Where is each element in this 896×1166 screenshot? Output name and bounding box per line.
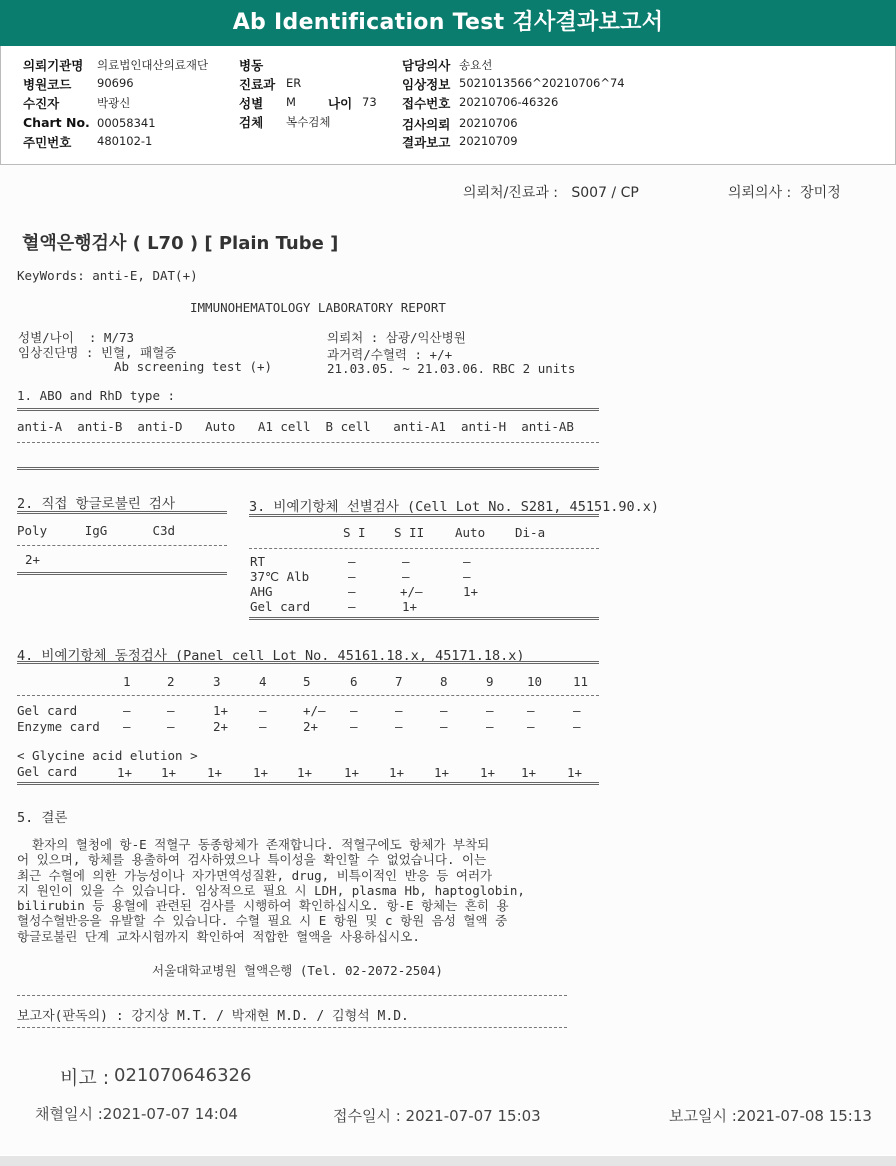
panel-cell: – — [259, 719, 267, 734]
value-hospital-code: 90696 — [97, 76, 134, 90]
panel-cell: – — [350, 719, 358, 734]
screen-cell: – — [402, 569, 410, 584]
screen-header-s2: S II — [394, 525, 425, 540]
screen-cell: 1+ — [402, 599, 418, 614]
collected-datetime: 채혈일시 :2021-07-07 14:04 — [35, 1105, 238, 1123]
label-test-request: 검사의뢰 — [402, 117, 451, 132]
reporters: 보고자(판독의) : 강지상 M.T. / 박재현 M.D. / 김형석 M.D. — [17, 1009, 409, 1024]
referring-hospital: 의뢰처 : 삼광/익산병원 — [327, 330, 466, 345]
lab-report-title: IMMUNOHEMATOLOGY LABORATORY REPORT — [190, 300, 446, 315]
screen-row-label: Gel card — [250, 599, 311, 614]
elution-cell: 1+ — [253, 765, 269, 780]
value-resident-no: 480102-1 — [97, 134, 153, 148]
panel-row-label: Gel card — [17, 703, 78, 718]
label-accession-no: 접수번호 — [402, 96, 451, 111]
screen-row-label: 37℃ Alb — [250, 569, 310, 584]
value-age: 73 — [362, 95, 377, 109]
conclusion-text — [17, 837, 525, 944]
panel-column-header: 8 — [440, 674, 448, 689]
label-age: 나이 — [328, 96, 353, 111]
elution-cell: 1+ — [567, 765, 583, 780]
elution-cell: 1+ — [389, 765, 405, 780]
value-result-report: 20210709 — [459, 134, 518, 148]
panel-column-header: 3 — [213, 674, 221, 689]
panel-column-header: 10 — [527, 674, 543, 689]
divider — [249, 617, 599, 620]
value-specimen: 복수검체 — [286, 115, 331, 129]
label-department: 진료과 — [239, 77, 276, 92]
test-title: 혈액은행검사 ( L70 ) [ Plain Tube ] — [22, 233, 339, 254]
value-department: ER — [286, 76, 302, 90]
panel-column-header: 1 — [123, 674, 131, 689]
panel-cell: – — [527, 703, 535, 718]
ab-screening-result: Ab screening test (+) — [114, 359, 273, 374]
value-clinical-info: 5021013566^20210706^74 — [459, 76, 625, 90]
report-body — [0, 165, 896, 1155]
value-sex: M — [286, 95, 296, 109]
divider — [17, 545, 227, 546]
screening-section-title: 3. 비예기항체 선별검사 (Cell Lot No. S281, 45151.90.x) — [249, 499, 659, 515]
label-patient-name: 수진자 — [23, 96, 60, 111]
label-clinical-info: 임상정보 — [402, 77, 451, 92]
panel-cell: 2+ — [303, 719, 319, 734]
panel-column-header: 2 — [167, 674, 175, 689]
screen-cell: – — [463, 569, 471, 584]
value-requesting-institution: 의료법인대산의료재단 — [97, 58, 209, 72]
panel-cell: – — [573, 719, 581, 734]
panel-cell: – — [486, 703, 494, 718]
screen-cell: +/– — [400, 584, 423, 599]
panel-cell: – — [259, 703, 267, 718]
divider — [249, 548, 599, 549]
label-requesting-institution: 의뢰기관명 — [23, 58, 84, 73]
panel-column-header: 9 — [486, 674, 494, 689]
elution-cell: 1+ — [521, 765, 537, 780]
divider — [17, 467, 599, 470]
panel-column-header: 7 — [395, 674, 403, 689]
screen-cell: – — [348, 584, 356, 599]
value-accession-no: 20210706-46326 — [459, 95, 559, 109]
panel-cell: +/– — [303, 703, 326, 718]
abo-column-headers: anti-A anti-B anti-D Auto A1 cell B cell anti-A1 anti-H anti-AB — [17, 419, 574, 434]
transfusion-history: 과거력/수혈력 : +/+ — [327, 347, 453, 362]
divider — [17, 695, 599, 696]
conclusion-line: 항글로불린 단계 교차시험까지 확인하여 적합한 혈액을 사용하십시오. — [17, 928, 420, 944]
divider — [17, 408, 599, 411]
screen-header-dia: Di-a — [515, 525, 546, 540]
screen-header-s1: S I — [343, 525, 366, 540]
reported-datetime: 보고일시 :2021-07-08 15:13 — [669, 1107, 872, 1125]
elution-row-label: Gel card — [17, 764, 78, 779]
value-attending-doctor: 송요선 — [459, 58, 493, 72]
transfusion-detail: 21.03.05. ~ 21.03.06. RBC 2 units — [327, 361, 576, 376]
referrer-department: 의뢰처/진료과 : S007 / CP — [463, 185, 639, 201]
panel-cell: – — [486, 719, 494, 734]
divider — [17, 1027, 567, 1028]
referring-doctor: 의뢰의사 : 장미정 — [728, 185, 841, 201]
label-sex: 성별 — [239, 96, 264, 111]
remark-value: 021070646326 — [114, 1065, 252, 1086]
panel-cell: – — [167, 703, 175, 718]
screen-cell: – — [348, 599, 356, 614]
received-datetime: 접수일시 : 2021-07-07 15:03 — [333, 1107, 541, 1125]
keywords: KeyWords: anti-E, DAT(+) — [17, 268, 198, 283]
dat-section-title: 2. 직접 항글로불린 검사 — [17, 496, 176, 512]
screen-cell: – — [463, 554, 471, 569]
panel-cell: – — [167, 719, 175, 734]
dat-poly-value: 2+ — [25, 552, 41, 567]
elution-cell: 1+ — [117, 765, 133, 780]
label-ward: 병동 — [239, 58, 264, 73]
report-title: Ab Identification Test 검사결과보고서 — [232, 10, 664, 35]
remark-label: 비고 : — [60, 1067, 110, 1089]
label-specimen: 검체 — [239, 115, 264, 130]
screen-header-auto: Auto — [455, 525, 486, 540]
blood-bank-contact: 서울대학교병원 혈액은행 (Tel. 02-2072-2504) — [152, 963, 443, 978]
divider — [17, 511, 227, 514]
elution-cell: 1+ — [297, 765, 313, 780]
conclusion-line: 환자의 혈청에 항-E 적혈구 동종항체가 존재합니다. 적혈구에도 항체가 부착되 — [17, 837, 490, 852]
panel-section-title: 4. 비예기항체 동정검사 (Panel cell Lot No. 45161.18.x, 45171.18.x) — [17, 648, 525, 664]
divider — [249, 514, 599, 517]
panel-column-header: 11 — [573, 674, 589, 689]
panel-cell: – — [440, 703, 448, 718]
value-test-request: 20210706 — [459, 116, 518, 130]
panel-cell: – — [395, 719, 403, 734]
panel-column-header: 5 — [303, 674, 311, 689]
dat-column-headers: Poly IgG C3d — [17, 523, 176, 538]
elution-cell: 1+ — [161, 765, 177, 780]
value-chart-no: 00058341 — [97, 116, 156, 130]
screen-cell: – — [348, 569, 356, 584]
panel-cell: – — [440, 719, 448, 734]
elution-title: < Glycine acid elution > — [17, 748, 198, 763]
label-attending-doctor: 담당의사 — [402, 58, 451, 73]
conclusion-line: 어 있으며, 항체를 용출하여 검사하였으나 특이성을 확인할 수 없었습니다. 이는 — [17, 852, 487, 868]
panel-column-header: 6 — [350, 674, 358, 689]
panel-cell: – — [123, 719, 131, 734]
panel-cell: – — [527, 719, 535, 734]
conclusion-title: 5. 결론 — [17, 810, 68, 826]
screen-row-label: AHG — [250, 584, 273, 599]
screen-cell: 1+ — [463, 584, 479, 599]
elution-cell: 1+ — [434, 765, 450, 780]
conclusion-line: 지 원인이 있을 수 있습니다. 임상적으로 필요 시 LDH, plasma Hb, haptoglobin, — [17, 882, 525, 898]
panel-row-label: Enzyme card — [17, 719, 100, 734]
conclusion-line: 혈성수혈반응을 유발할 수 있습니다. 수혈 필요 시 E 항원 및 c 항원 음성 혈액 중 — [17, 913, 508, 929]
bottom-strip — [0, 1156, 896, 1166]
divider — [17, 572, 227, 575]
elution-cell: 1+ — [344, 765, 360, 780]
elution-cell: 1+ — [480, 765, 496, 780]
panel-cell: – — [573, 703, 581, 718]
divider — [17, 782, 599, 785]
elution-cell: 1+ — [207, 765, 223, 780]
patient-info-panel — [0, 46, 896, 165]
conclusion-line: 최근 수혈에 의한 가능성이나 자가면역성질환, drug, 비특이적인 반응 등 여러가 — [17, 867, 493, 883]
sex-age: 성별/나이 : M/73 — [18, 330, 135, 345]
divider — [17, 442, 599, 443]
panel-cell: 1+ — [213, 703, 229, 718]
divider — [17, 661, 599, 664]
panel-cell: – — [395, 703, 403, 718]
label-chart-no: Chart No. — [23, 115, 90, 130]
screen-row-label: RT — [250, 554, 266, 569]
screen-cell: – — [402, 554, 410, 569]
label-resident-no: 주민번호 — [23, 135, 72, 150]
clinical-diagnosis: 임상진단명 : 빈혈, 패혈증 — [18, 345, 177, 360]
divider — [17, 995, 567, 996]
panel-cell: – — [350, 703, 358, 718]
label-hospital-code: 병원코드 — [23, 77, 72, 92]
conclusion-line: bilirubin 등 용혈에 관련된 검사를 시행하여 확인하십시오. 항-E 항체는 흔히 용 — [17, 898, 509, 914]
panel-cell: – — [123, 703, 131, 718]
panel-column-header: 4 — [259, 674, 267, 689]
screen-cell: – — [348, 554, 356, 569]
label-result-report: 결과보고 — [402, 135, 451, 150]
value-patient-name: 박광신 — [97, 96, 131, 110]
panel-cell: 2+ — [213, 719, 229, 734]
abo-section-title: 1. ABO and RhD type : — [17, 388, 176, 403]
